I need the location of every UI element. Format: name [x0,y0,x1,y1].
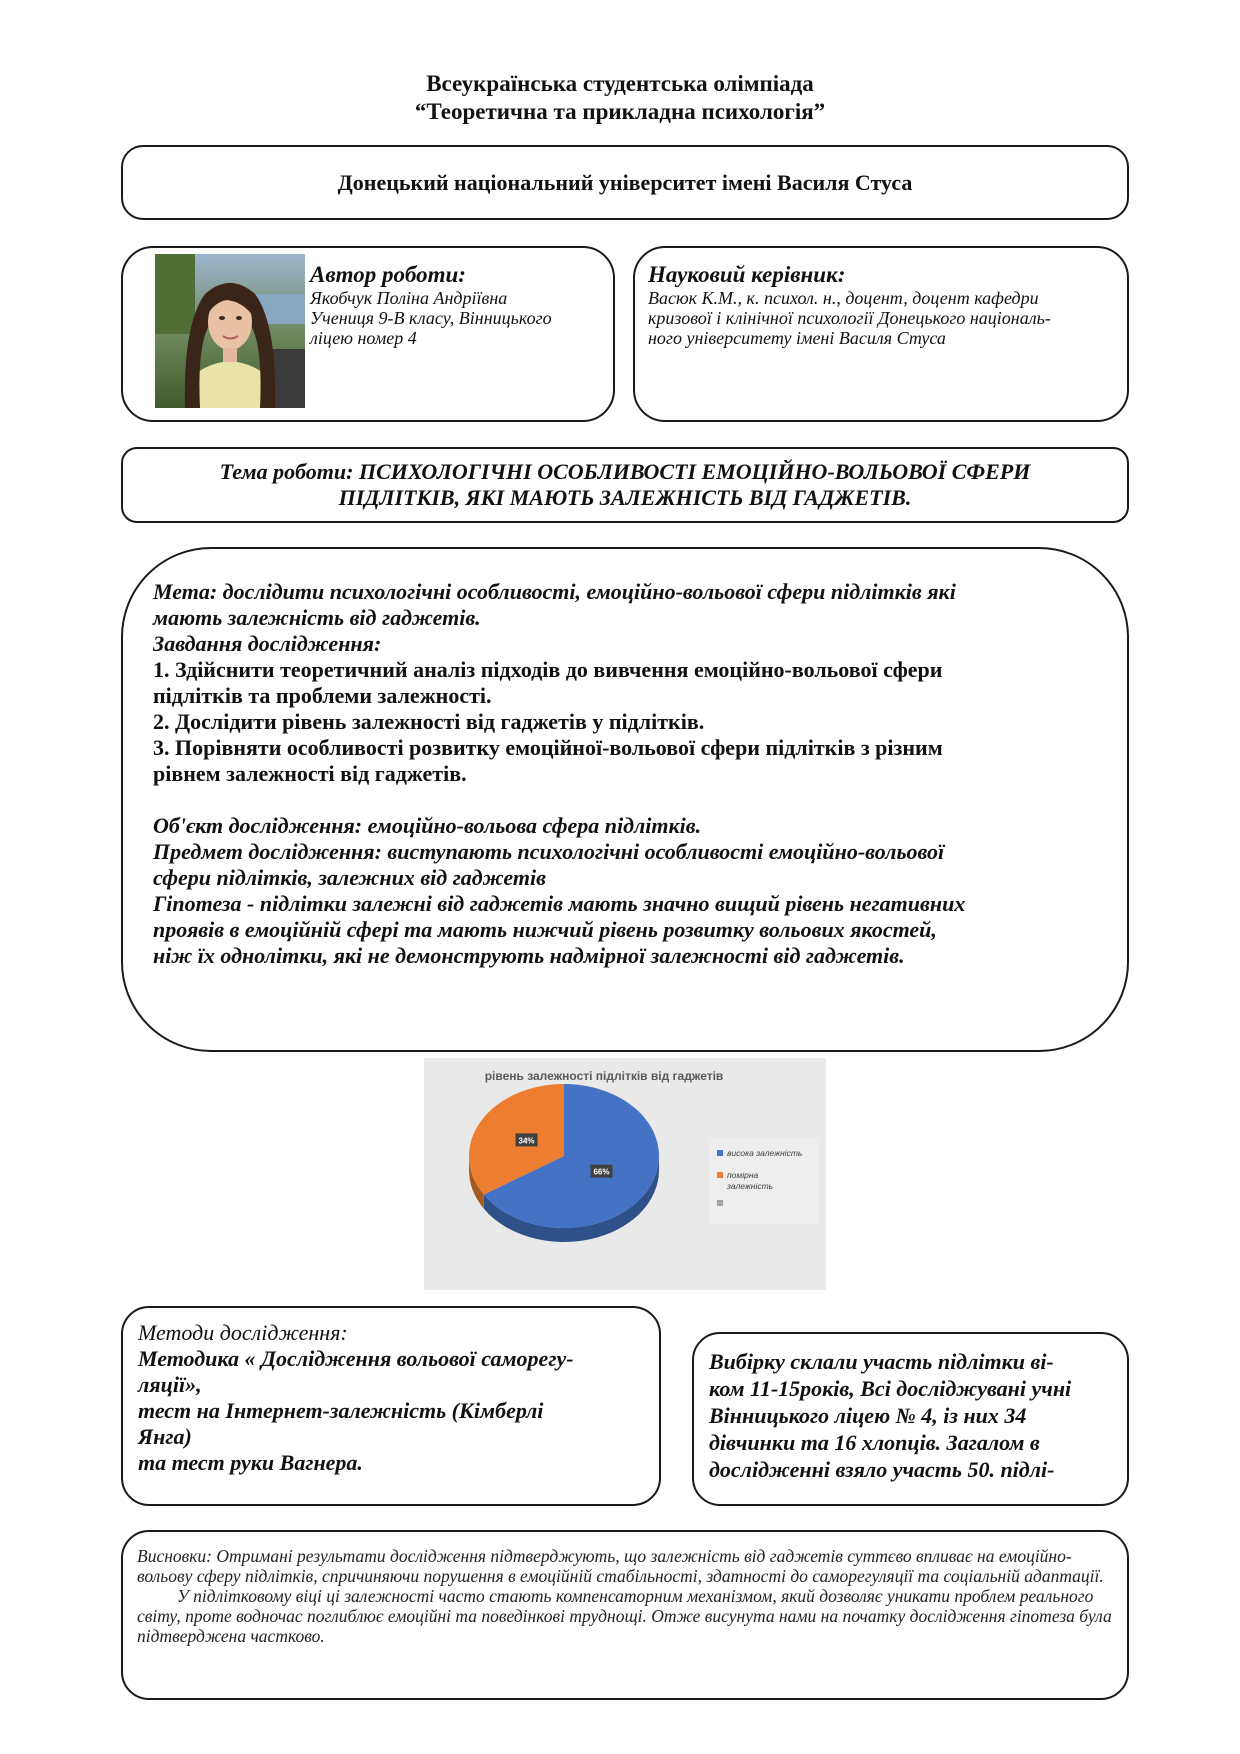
hypothesis-line: Гіпотеза - підлітки залежні від гаджетів мають значно вищий рівень негативних [153,891,966,916]
author-line: ліцею номер 4 [310,328,417,348]
legend-swatch [717,1200,723,1206]
conclusion-paragraph: У підлітковому віці ці залежності часто стають компенсаторним механізмом, який дозволяє уникати проблем реального світу, проте водночас поглиблює емоційні та поведінкові труднощі. Отже висунута нами на початку дослідження гіпотеза була підтверджена частково. [137,1586,1112,1646]
legend-label: помірна [727,1170,759,1180]
methods-line: тест на Інтернет-залежність (Кімберлі [138,1398,544,1423]
methods-line: ляції», [138,1372,202,1397]
task-line: 2. Дослідити рівень залежності від гаджетів у підлітків. [153,709,705,734]
sample-line: ком 11-15років, Всі досліджувані учні [709,1376,1072,1401]
subject-line: Предмет дослідження: виступають психологічні особливості емоційно-вольової [153,839,945,864]
university-box [121,145,1129,220]
supervisor-line: ного університету імені Василя Стуса [648,328,946,348]
chart-title: рівень залежності підлітків від гаджетів [484,1069,724,1083]
supervisor-line: кризової і клінічної психології Донецького національ- [648,308,1051,328]
aim-line: Мета: дослідити психологічні особливості, емоційно-вольової сфери підлітків які [153,579,956,604]
methods-line: Методика « Дослідження вольової саморегу- [138,1346,574,1371]
supervisor-line: Васюк К.М., к. психол. н., доцент, доцент кафедри [648,288,1039,308]
topic-box [121,447,1129,523]
dependency-pie-chart [424,1058,826,1290]
author-box [121,246,615,422]
page-header [0,70,1240,126]
topic-line: Тема роботи: ПСИХОЛОГІЧНІ ОСОБЛИВОСТІ ЕМОЦІЙНО-ВОЛЬОВОЇ СФЕРИ [219,459,1031,484]
sample-line: дослідженні взяло участь 50. підлі- [709,1457,1055,1482]
conclusions [137,1546,1112,1646]
olympiad-subtitle: “Теоретична та прикладна психологія” [414,99,826,124]
task-line: рівнем залежності від гаджетів. [153,761,467,786]
task-line: 1. Здійснити теоретичний аналіз підходів до вивчення емоційно-вольової сфери [153,657,943,682]
university-name: Донецький національний університет імені Василя Стуса [337,169,913,195]
task-line: 3. Порівняти особливості розвитку емоційної-вольової сфери підлітків з різним [153,735,943,760]
conclusions-box [121,1530,1129,1700]
supervisor-box [633,246,1129,422]
pie-data-label: 66% [593,1167,610,1177]
methods-line: Янга) [138,1424,192,1449]
legend-swatch [717,1172,723,1178]
sample [709,1348,1119,1483]
legend-label: залежність [727,1181,774,1191]
sample-line: дівчинки та 16 хлопців. Загалом в [709,1430,1040,1455]
author-line: Якобчук Поліна Андріївна [310,288,508,308]
methods-box [121,1306,661,1506]
olympiad-title: Всеукраїнська студентська олімпіада [426,71,814,96]
research-goals-box [121,547,1129,1052]
sample-line: Вибірку склали участь підлітки ві- [709,1349,1054,1374]
subject-line: сфери підлітків, залежних від гаджетів [153,865,546,890]
task-line: підлітків та проблеми залежності. [153,683,492,708]
tasks-label: Завдання дослідження: [153,631,382,656]
conclusion-paragraph: Висновки: Отримані результати дослідження підтверджують, що залежність від гаджетів суттєво впливає на емоційно-вольову сферу підлітків, спричиняючи порушення в емоційній стабільності, здатності до саморегуляції та соціальній адаптації. [137,1546,1104,1586]
hypothesis-line: ніж їх однолітки, які не демонструють надмірної залежності від гаджетів. [153,943,905,968]
pie-data-label: 34% [518,1136,535,1146]
author-photo [155,254,305,408]
sample-line: Вінницького ліцею № 4, із них 34 [709,1403,1027,1428]
supervisor-label: Науковий керівник: [648,262,846,287]
legend-swatch [717,1150,723,1156]
author-line: Учениця 9-В класу, Вінницького [310,308,552,328]
research-goals [153,579,1103,969]
topic-line: ПІДЛІТКІВ, ЯКІ МАЮТЬ ЗАЛЕЖНІСТЬ ВІД ГАДЖЕТІВ. [338,485,912,510]
hypothesis-line: проявів в емоційній сфері та мають нижчий рівень розвитку вольових якостей, [153,917,937,942]
sample-box [692,1332,1129,1506]
methods-label: Методи дослідження: [138,1320,348,1345]
author-info [310,262,610,348]
object-line: Об'єкт дослідження: емоційно-вольова сфера підлітків. [153,813,702,838]
author-label: Автор роботи: [310,262,466,287]
supervisor-info [648,262,1120,348]
legend-label: висока залежність [727,1148,803,1158]
methods [138,1320,648,1476]
aim-line: мають залежність від гаджетів. [153,605,481,630]
methods-line: та тест руки Вагнера. [138,1450,363,1475]
